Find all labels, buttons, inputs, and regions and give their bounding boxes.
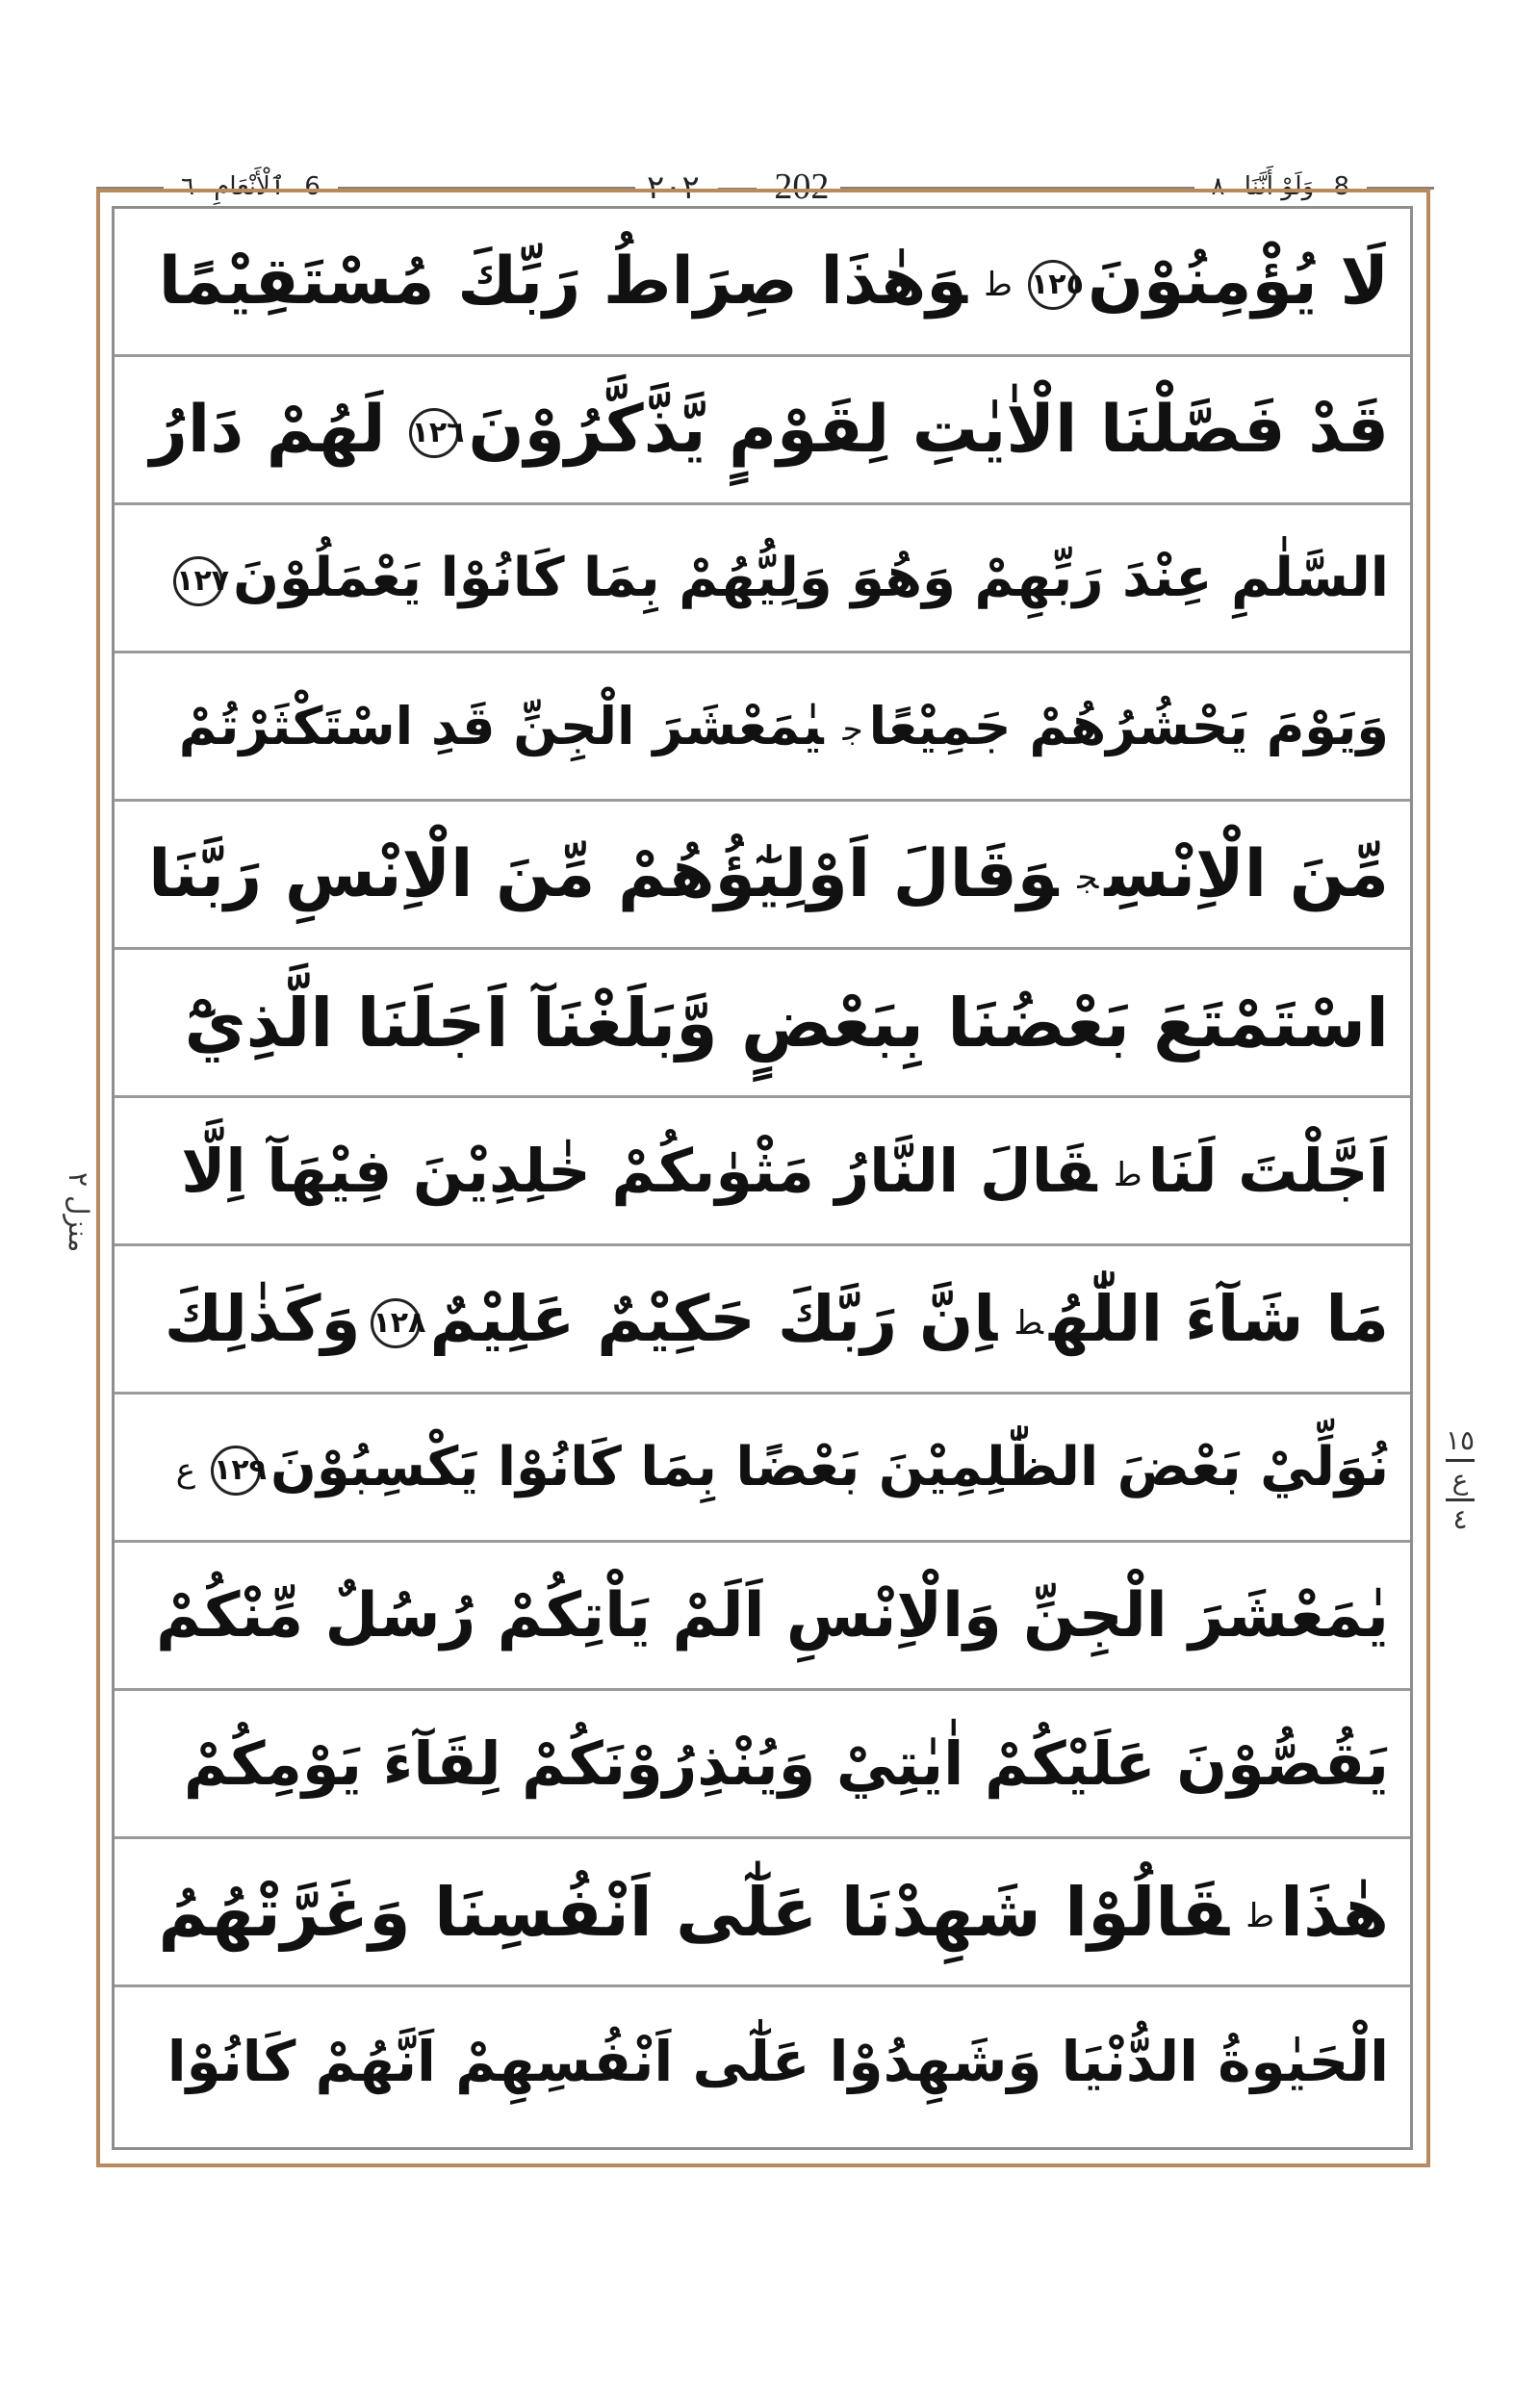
quran-line-text <box>159 243 1389 320</box>
quran-line-text <box>170 1436 1389 1498</box>
ruku-mid: ع <box>1451 1464 1469 1496</box>
surah-name: ٱلْأَنْعَامِ <box>214 172 286 201</box>
ayah-number-marker: ١٢٦ <box>409 408 459 458</box>
waqf-pause-mark: ج <box>842 710 863 750</box>
quran-line <box>115 1246 1410 1395</box>
quran-line <box>115 802 1410 950</box>
quran-line <box>115 209 1410 357</box>
quran-line-text <box>179 696 1389 756</box>
quran-line <box>115 505 1410 653</box>
verse-text: يٰمَعْشَرَ الْجِنِّ قَدِ اسْتَكْثَرْتُمْ <box>178 696 824 756</box>
quran-line <box>115 1987 1410 2136</box>
verse-text: قَدْ فَصَّلْنَا الْاٰيٰتِ لِقَوْمٍ يَّذَّكَّرُوْنَ <box>468 392 1389 468</box>
quran-line <box>115 1839 1410 1987</box>
quran-line-text <box>184 1728 1389 1799</box>
verse-text: لَا يُؤْمِنُوْنَ <box>1087 243 1389 320</box>
waqf-pause-mark: ط <box>1247 1897 1275 1936</box>
para-number-arabic: ٨ <box>1211 172 1225 201</box>
waqf-pause-mark: ط <box>986 266 1013 305</box>
verse-text: اَجَّلْتَ لَنَا <box>1147 1136 1389 1206</box>
verse-text: وَكَذٰلِكَ <box>164 1282 361 1356</box>
manzil-marker: منزل ٢ <box>63 1172 94 1253</box>
quran-line-text <box>164 547 1389 609</box>
verse-text: يٰمَعْشَرَ الْجِنِّ وَالْاِنْسِ اَلَمْ يَاْتِكُمْ رُسُلٌ مِّنْكُمْ <box>156 1579 1389 1651</box>
verse-text: مَا شَآءَ اللّٰهُ <box>1049 1282 1389 1356</box>
quran-line-text <box>181 1136 1389 1206</box>
quran-line-text <box>156 1580 1389 1651</box>
surah-number-arabic: ٦ <box>181 172 194 201</box>
quran-line-text <box>148 836 1389 912</box>
quran-line <box>115 1543 1410 1691</box>
verse-text: وَيَوْمَ يَحْشُرُهُمْ جَمِيْعًا <box>868 696 1389 756</box>
page-number-latin: 202 <box>774 166 830 207</box>
ayah-number-marker: ١٢٩ <box>211 1446 261 1496</box>
verse-text: قَالَ النَّارُ مَثْوٰىكُمْ خٰلِدِيْنَ فِيْهَآ اِلَّا <box>181 1136 1097 1206</box>
quran-line <box>115 653 1410 802</box>
quran-line-text <box>184 984 1389 1062</box>
ruku-marker <box>1436 1426 1484 1534</box>
ayah-number-marker: ١٢٥ <box>1028 260 1078 310</box>
quran-line-text <box>150 392 1389 468</box>
ayah-number-marker: ١٢٨ <box>371 1298 421 1348</box>
verse-text: مِّنَ الْاِنْسِ <box>1104 836 1389 912</box>
verse-text: لَهُمْ دَارُ <box>149 392 386 468</box>
verse-text: وَقَالَ اَوْلِيٰٓؤُهُمْ مِّنَ الْاِنْسِ رَبَّنَا <box>148 836 1059 912</box>
verse-text: وَهٰذَا صِرَاطُ رَبِّكَ مُسْتَقِيْمًا <box>158 243 967 320</box>
ruku-divider <box>1446 1498 1475 1501</box>
verse-text: اِنَّ رَبَّكَ حَكِيْمٌ عَلِيْمٌ <box>429 1282 998 1356</box>
quran-line <box>115 1691 1410 1839</box>
waqf-pause-mark: ط <box>1016 1303 1044 1343</box>
verse-text: يَقُصُّوْنَ عَلَيْكُمْ اٰيٰتِيْ وَيُنْذِرُوْنَكُمْ لِقَآءَ يَوْمِكُمْ <box>183 1728 1389 1799</box>
para-name: وَلَوْ أَنَّنَا <box>1244 172 1315 201</box>
waqf-pause-mark: ج <box>1077 858 1099 898</box>
quran-line <box>115 1098 1410 1246</box>
surah-number: 6 <box>304 172 321 201</box>
page-number-arabic: ٢٠٢ <box>647 168 700 207</box>
quran-line-text <box>167 2029 1389 2094</box>
quran-line-text <box>165 1282 1389 1356</box>
waqf-pause-mark: ع <box>175 1450 196 1490</box>
verse-text: اسْتَمْتَعَ بَعْضُنَا بِبَعْضٍ وَّبَلَغْنَآ اَجَلَنَا الَّذِيْٓ <box>184 983 1389 1062</box>
ruku-top: ١٥ <box>1445 1424 1476 1456</box>
quran-line <box>115 950 1410 1098</box>
verse-text: نُوَلِّيْ بَعْضَ الظّٰلِمِيْنَ بَعْضًا بِمَا كَانُوْا يَكْسِبُوْنَ <box>270 1436 1389 1498</box>
verse-text: الْحَيٰوةُ الدُّنْيَا وَشَهِدُوْا عَلٰٓى اَنْفُسِهِمْ اَنَّهُمْ كَانُوْا <box>167 2029 1389 2094</box>
verse-text: هٰذَا <box>1280 1872 1389 1952</box>
ruku-bottom: ٤ <box>1452 1503 1468 1535</box>
verse-text: قَالُوْا شَهِدْنَا عَلٰٓى اَنْفُسِنَا وَغَرَّتْهُمُ <box>158 1872 1229 1952</box>
waqf-pause-mark: ط <box>1116 1155 1142 1194</box>
ruku-divider <box>1446 1459 1475 1462</box>
quran-line <box>115 1395 1410 1543</box>
para-number: 8 <box>1333 172 1349 201</box>
quran-line-text <box>158 1873 1389 1952</box>
verse-text: السَّلٰمِ عِنْدَ رَبِّهِمْ وَهُوَ وَلِيُّهُمْ بِمَا كَانُوْا يَعْمَلُوْنَ <box>233 547 1389 609</box>
quran-line <box>115 357 1410 505</box>
ayah-number-marker: ١٢٧ <box>173 556 223 606</box>
